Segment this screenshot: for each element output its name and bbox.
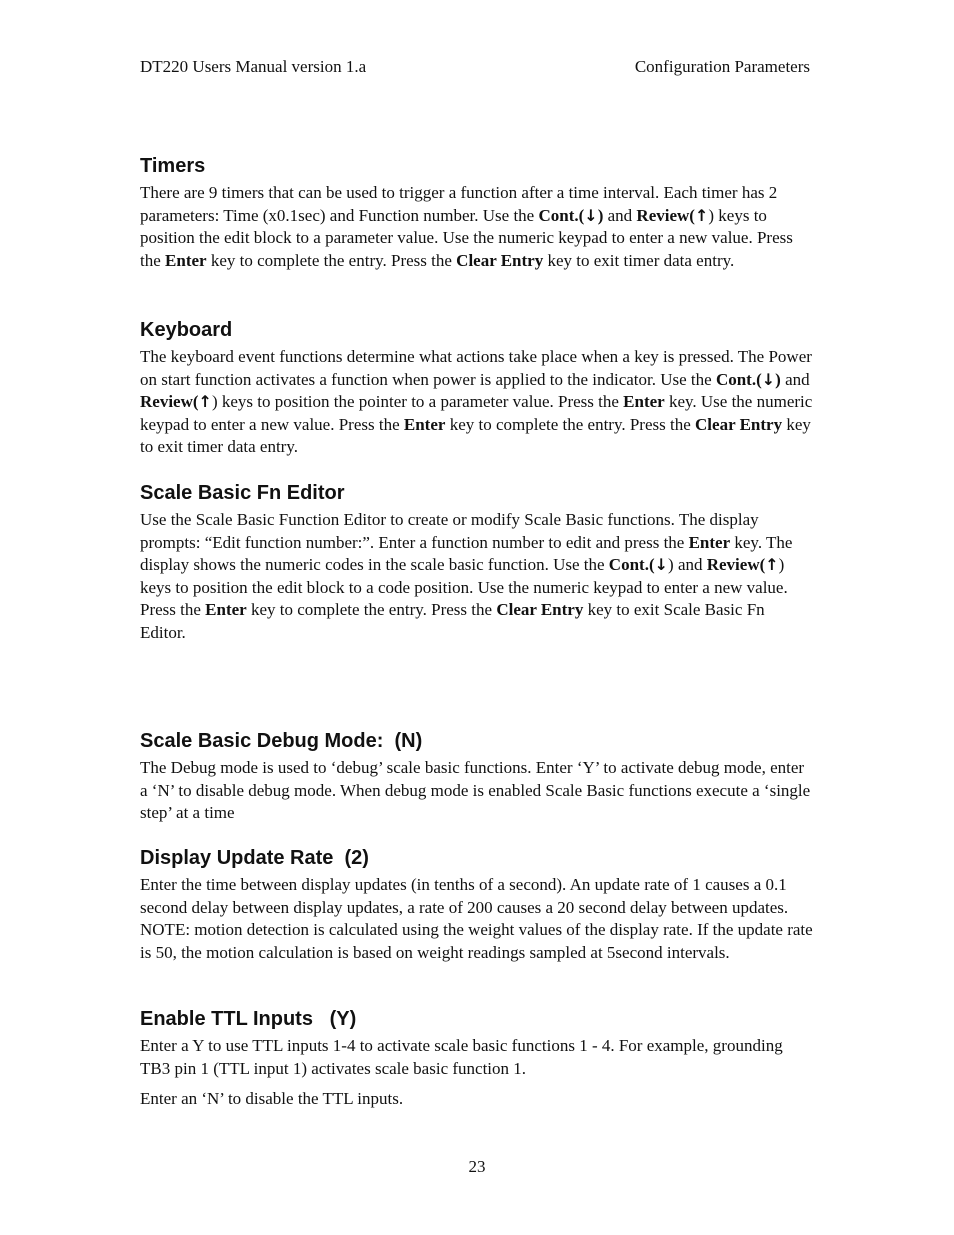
text-run: and xyxy=(603,205,637,225)
text-run: and xyxy=(673,555,707,575)
text-run: There are 9 timers that can be used to trigger a function after a time interval. Each timer has 2 parameters: Time (x0.1sec) and Function number. Use the xyxy=(140,183,778,225)
section-heading-debug: Scale Basic Debug Mode: (N) xyxy=(140,730,423,752)
text-run: ) xyxy=(211,392,218,412)
section-heading-editor: Scale Basic Fn Editor xyxy=(140,482,345,504)
section-heading-update-rate: Display Update Rate (2) xyxy=(140,847,369,869)
text-run: ) xyxy=(708,205,715,225)
text-run: key to exit Scale Basic Fn Editor. xyxy=(140,600,765,642)
enter-key-label: Enter xyxy=(205,600,247,620)
keyboard-paragraph xyxy=(140,346,814,459)
text-run: key to exit timer data entry. xyxy=(543,250,735,270)
text-run: key. Use the numeric keypad to enter a new value. Press the xyxy=(140,392,813,434)
ttl-paragraph-1: Enter a Y to use TTL inputs 1-4 to activate scale basic functions 1 - 4. For example, grounding TB3 pin 1 (TTL input 1) activates scale basic function 1. xyxy=(140,1036,783,1078)
section-timers xyxy=(140,154,814,272)
clear-entry-key-label: Clear Entry xyxy=(456,250,544,270)
down-arrow-icon: ↓ xyxy=(761,369,776,389)
section-display-update-rate xyxy=(140,846,814,964)
review-key-label: Review(↑ xyxy=(636,205,709,225)
down-arrow-icon: ↓ xyxy=(654,555,669,575)
text-run: keys to position the pointer to a parameter value. Press the xyxy=(217,392,624,412)
update-rate-paragraph: Enter the time between display updates (in tenths of a second). An update rate of 1 causes a 0.1 second delay between display updates, a rate of 200 causes a 20 second delay between updates. NOTE: motion detection is calculated using the weight values of the display rate. If the update rate is 50, the motion calculation is based on weight readings sampled at 5second intervals. xyxy=(140,875,813,962)
text-run: and xyxy=(780,369,810,389)
debug-paragraph: The Debug mode is used to ‘debug’ scale basic functions. Enter ‘Y’ to activate debug mode, enter a ‘N’ to disable debug mode. When debug mode is enabled Scale Basic functions execute a ‘single step’ at a time xyxy=(140,758,811,823)
text-run: Use the Scale Basic Function Editor to create or modify Scale Basic functions. The display prompts: “Edit function number:”. Enter a function number to edit and press the xyxy=(140,510,759,552)
cont-key-label: Cont.(↓) xyxy=(538,205,604,225)
header-chapter-title: Configuration Parameters xyxy=(634,57,810,76)
section-heading-keyboard: Keyboard xyxy=(140,319,233,341)
up-arrow-icon: ↑ xyxy=(198,392,212,412)
text-run: keys to position the edit block to a parameter value. Use the numeric keypad to enter a new value. Press the xyxy=(140,205,793,270)
ttl-paragraph-2: Enter an ‘N’ to disable the TTL inputs. xyxy=(140,1089,404,1109)
section-scale-basic-fn-editor xyxy=(140,481,814,645)
text-run: key to exit timer data entry. xyxy=(140,414,811,457)
up-arrow-icon: ↑ xyxy=(765,555,779,575)
clear-entry-key-label: Clear Entry xyxy=(695,414,783,434)
header-manual-title: DT220 Users Manual version 1.a xyxy=(140,57,367,76)
up-arrow-icon: ↑ xyxy=(694,205,709,225)
text-run: key. The display shows the numeric codes in the scale basic function. Use the xyxy=(140,532,793,575)
section-debug-mode xyxy=(140,729,814,825)
text-run: The keyboard event functions determine what actions take place when a key is pressed. The Power on start function activates a function when power is applied to the indicator. Use the xyxy=(140,347,812,389)
text-run: key to complete the entry. Press the xyxy=(445,414,696,434)
text-run: key to complete the entry. Press the xyxy=(206,250,457,270)
page-number: 23 xyxy=(468,1157,486,1176)
running-header xyxy=(140,56,810,80)
timers-paragraph xyxy=(140,182,814,272)
enter-key-label: Enter xyxy=(623,392,665,412)
section-heading-ttl: Enable TTL Inputs (Y) xyxy=(140,1008,357,1030)
section-enable-ttl-inputs xyxy=(140,1007,814,1111)
down-arrow-icon: ↓ xyxy=(584,205,598,225)
cont-key-label: Cont.(↓ xyxy=(608,555,669,575)
text-run: ) xyxy=(668,555,674,575)
section-heading-timers: Timers xyxy=(140,155,206,177)
clear-entry-key-label: Clear Entry xyxy=(496,600,584,620)
text-run: key to complete the entry. Press the xyxy=(246,600,497,620)
review-key-label: Review(↑ xyxy=(140,392,212,412)
cont-key-label: Cont.(↓) xyxy=(715,369,781,389)
editor-paragraph xyxy=(140,509,814,645)
enter-key-label: Enter xyxy=(403,414,446,434)
text-run: keys to position the edit block to a code position. Use the numeric keypad to enter a new value. Press the xyxy=(140,577,788,620)
enter-key-label: Enter xyxy=(165,250,207,270)
enter-key-label: Enter xyxy=(688,532,731,552)
section-keyboard xyxy=(140,318,814,459)
review-key-label: Review(↑ xyxy=(706,555,779,575)
text-run: ) xyxy=(778,555,785,575)
